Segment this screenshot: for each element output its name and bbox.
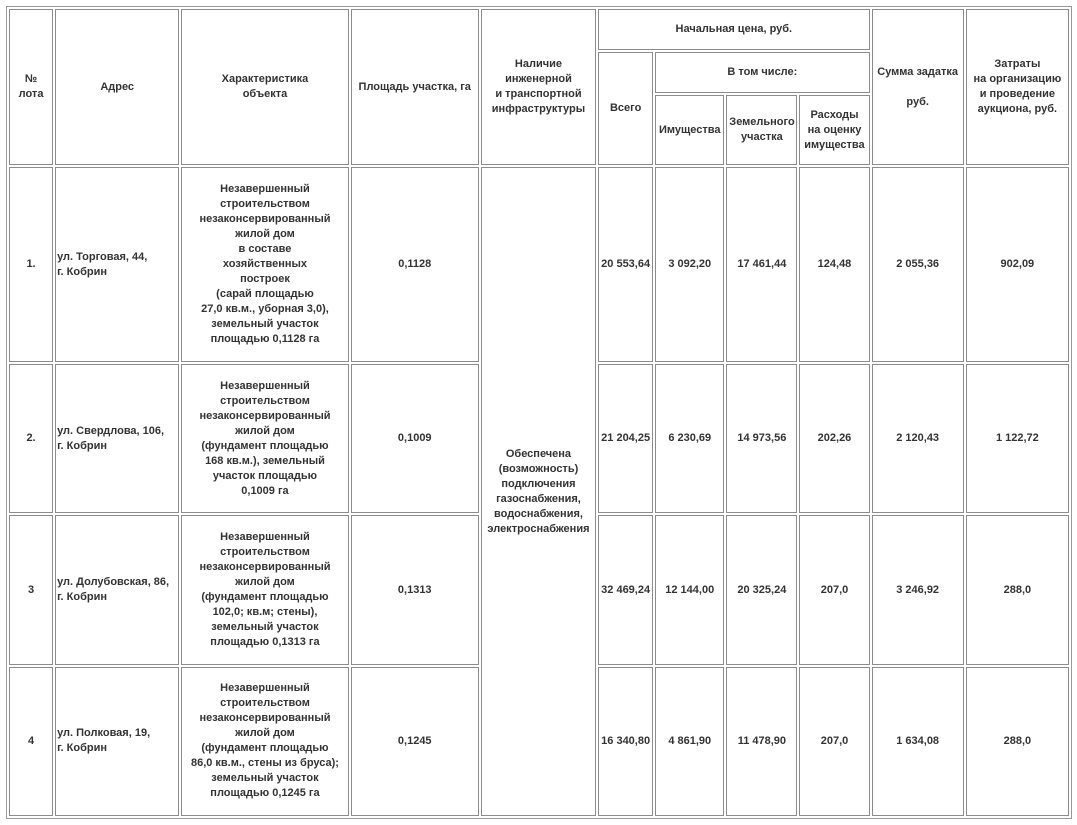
- header-including: В том числе:: [655, 52, 869, 93]
- infrastructure-value: Обеспечена (возможность) подключения газоснабжения, водоснабжения, электроснабжения: [481, 167, 596, 816]
- header-address: Адрес: [55, 9, 179, 165]
- lot-auction-costs: 902,09: [966, 167, 1069, 362]
- lot-address: ул. Долубовская, 86, г. Кобрин: [55, 515, 179, 664]
- header-lot-number: № лота: [9, 9, 53, 165]
- lot-deposit: 3 246,92: [872, 515, 964, 664]
- lot-auction-costs: 288,0: [966, 515, 1069, 664]
- header-object-description: Характеристика объекта: [181, 9, 348, 165]
- lot-property-price: 12 144,00: [655, 515, 724, 664]
- lot-auction-costs: 1 122,72: [966, 364, 1069, 513]
- lot-total-price: 21 204,25: [598, 364, 653, 513]
- lot-total-price: 20 553,64: [598, 167, 653, 362]
- lot-land-price: 14 973,56: [726, 364, 797, 513]
- lot-land-price: 11 478,90: [726, 667, 797, 816]
- header-plot-area: Площадь участка, га: [351, 9, 479, 165]
- header-land: Земельного участка: [726, 95, 797, 165]
- lot-appraisal-cost: 124,48: [799, 167, 869, 362]
- lot-object: Незавершенный строительством незаконсервированный жилой дом в составе хозяйственных построек (сарай площадью 27,0 кв.м., уборная 3,0), земельный участок площадью 0,1128 га: [181, 167, 348, 362]
- header-start-price: Начальная цена, руб.: [598, 9, 869, 50]
- header-auction-costs: Затраты на организацию и проведение аукциона, руб.: [966, 9, 1069, 165]
- lot-address: ул. Торговая, 44, г. Кобрин: [55, 167, 179, 362]
- lot-total-price: 32 469,24: [598, 515, 653, 664]
- lot-area: 0,1009: [351, 364, 479, 513]
- lot-number: 3: [9, 515, 53, 664]
- lot-land-price: 17 461,44: [726, 167, 797, 362]
- header-property: Имущества: [655, 95, 724, 165]
- header-infrastructure: Наличие инженерной и транспортной инфраструктуры: [481, 9, 596, 165]
- lot-appraisal-cost: 202,26: [799, 364, 869, 513]
- lot-area: 0,1128: [351, 167, 479, 362]
- lot-object: Незавершенный строительством незаконсервированный жилой дом (фундамент площадью 102,0; кв.м; стены), земельный участок площадью 0,1313 га: [181, 515, 348, 664]
- header-total: Всего: [598, 52, 653, 165]
- table-row: [9, 167, 1069, 362]
- lot-property-price: 4 861,90: [655, 667, 724, 816]
- lot-address: ул. Полковая, 19, г. Кобрин: [55, 667, 179, 816]
- lot-object: Незавершенный строительством незаконсервированный жилой дом (фундамент площадью 86,0 кв.м., стены из бруса); земельный участок площадью 0,1245 га: [181, 667, 348, 816]
- lot-number: 1.: [9, 167, 53, 362]
- header-appraisal: Расходы на оценку имущества: [799, 95, 869, 165]
- lot-appraisal-cost: 207,0: [799, 515, 869, 664]
- lot-total-price: 16 340,80: [598, 667, 653, 816]
- lot-property-price: 6 230,69: [655, 364, 724, 513]
- lot-deposit: 2 055,36: [872, 167, 964, 362]
- lot-number: 2.: [9, 364, 53, 513]
- lot-auction-costs: 288,0: [966, 667, 1069, 816]
- lots-table: [6, 6, 1072, 819]
- lot-property-price: 3 092,20: [655, 167, 724, 362]
- lot-object: Незавершенный строительством незаконсервированный жилой дом (фундамент площадью 168 кв.м.), земельный участок площадью 0,1009 га: [181, 364, 348, 513]
- lot-deposit: 2 120,43: [872, 364, 964, 513]
- lot-address: ул. Свердлова, 106, г. Кобрин: [55, 364, 179, 513]
- lot-area: 0,1245: [351, 667, 479, 816]
- lot-appraisal-cost: 207,0: [799, 667, 869, 816]
- lot-deposit: 1 634,08: [872, 667, 964, 816]
- lot-number: 4: [9, 667, 53, 816]
- header-deposit: Сумма задатка руб.: [872, 9, 964, 165]
- lot-area: 0,1313: [351, 515, 479, 664]
- lot-land-price: 20 325,24: [726, 515, 797, 664]
